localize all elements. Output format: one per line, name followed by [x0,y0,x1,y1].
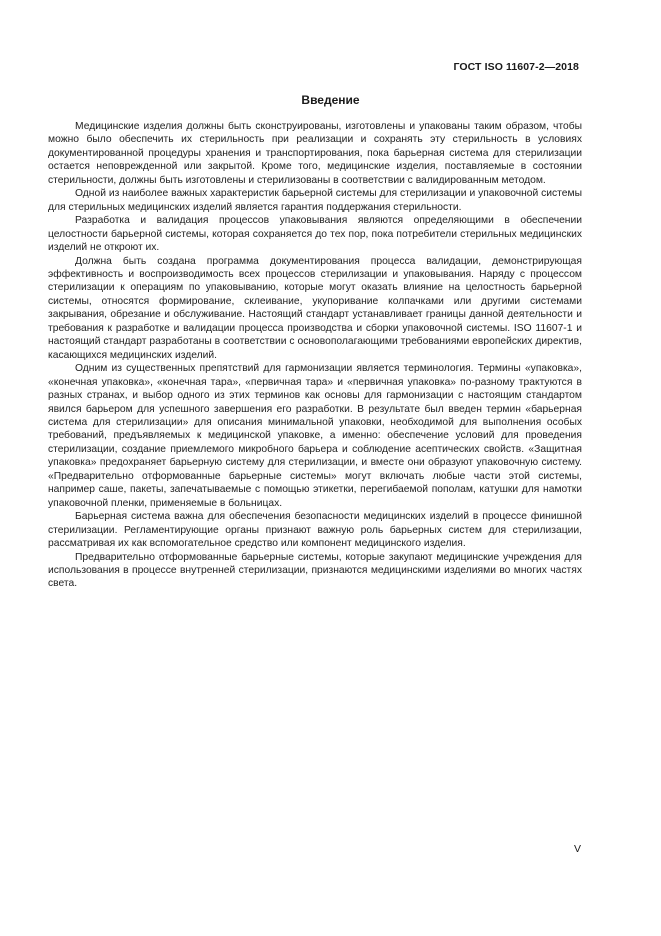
section-title: Введение [301,93,360,107]
paragraph-5: Одним из существенных препятствий для гармонизации является терминология. Термины «упаковка», «конечная упаковка», «конечная тара», «первичная тара» и «первичная упаковка» по-разному трактуются в разных странах, и выбор одного из этих терминов как основы для гармонизации с настоящим стандартом явился барьером для успешного завершения его разработки. В результате был введен термин «барьерная система для стерилизации» для описания минимальной упаковки, необходимой для выполнения особых требований, предъявляемых к медицинской упаковке, а именно: обеспечение условий для проведения стерилизации, создание приемлемого микробного барьера и соблюдение асептических свойств. «Защитная упаковка» предохраняет барьерную систему для стерилизации, и вместе они образуют упаковочную систему. «Предварительно отформованные барьерные системы» могут включать любые части этой системы, например саше, пакеты, запечатываемые с помощью этикетки, перегибаемой пополам, катушки для намотки упаковочной пленки, применяемые в больницах. [48,363,582,509]
document-header-code: ГОСТ ISO 11607-2—2018 [453,61,579,73]
paragraph-3: Разработка и валидация процессов упаковывания являются определяющими в обеспечении целостности барьерной системы, которая сохраняется до тех пор, пока потребители стерильных медицинских изделий не откроют их. [48,215,582,254]
page-number: V [574,843,582,855]
paragraph-2: Одной из наиболее важных характеристик барьерной системы для стерилизации и упаковочной системы для стерильных медицинских изделий является гарантия поддержания стерильности. [48,188,582,213]
paragraph-1: Медицинские изделия должны быть сконструированы, изготовлены и упакованы таким образом, чтобы можно было обеспечить их стерильность при реализации и сохранять эту стерильность в условиях документированной процедуры хранения и транспортирования, пока барьерная система для стерилизации остается неповрежденной или закрытой. Кроме того, медицинские изделия, поставляемые в состоянии стерильности, должны быть изготовлены и стерилизованы в соответствии с валидированным методом. [48,121,582,186]
paragraph-6: Барьерная система важна для обеспечения безопасности медицинских изделий в процессе финишной стерилизации. Регламентирующие органы признают важную роль барьерных систем для стерилизации, рассматривая их как вспомогательное средство или компонент медицинского изделия. [48,511,582,550]
paragraph-7: Предварительно отформованные барьерные системы, которые закупают медицинские учреждения для использования в процессе внутренней стерилизации, признаются медицинскими изделиями во многих частях света. [48,551,582,590]
body-text [48,120,582,591]
paragraph-4: Должна быть создана программа документирования процесса валидации, демонстрирующая эффективность и воспроизводимость всех процессов стерилизации и упаковывания. Наряду с процессом стерилизации к операциям по упаковыванию, которые могут оказать влияние на целостность барьерной системы, относятся формирование, склеивание, укупоривание колпачками или другими системами закрывания, обрезание и обслуживание. Настоящий стандарт устанавливает границы данной деятельности и требования к разработке и валидации процесса производства и сборки упаковочной системы. ISO 11607-1 и настоящий стандарт разработаны в соответствии с основополагающими требованиями европейских директив, касающихся медицинских изделий. [48,255,582,361]
